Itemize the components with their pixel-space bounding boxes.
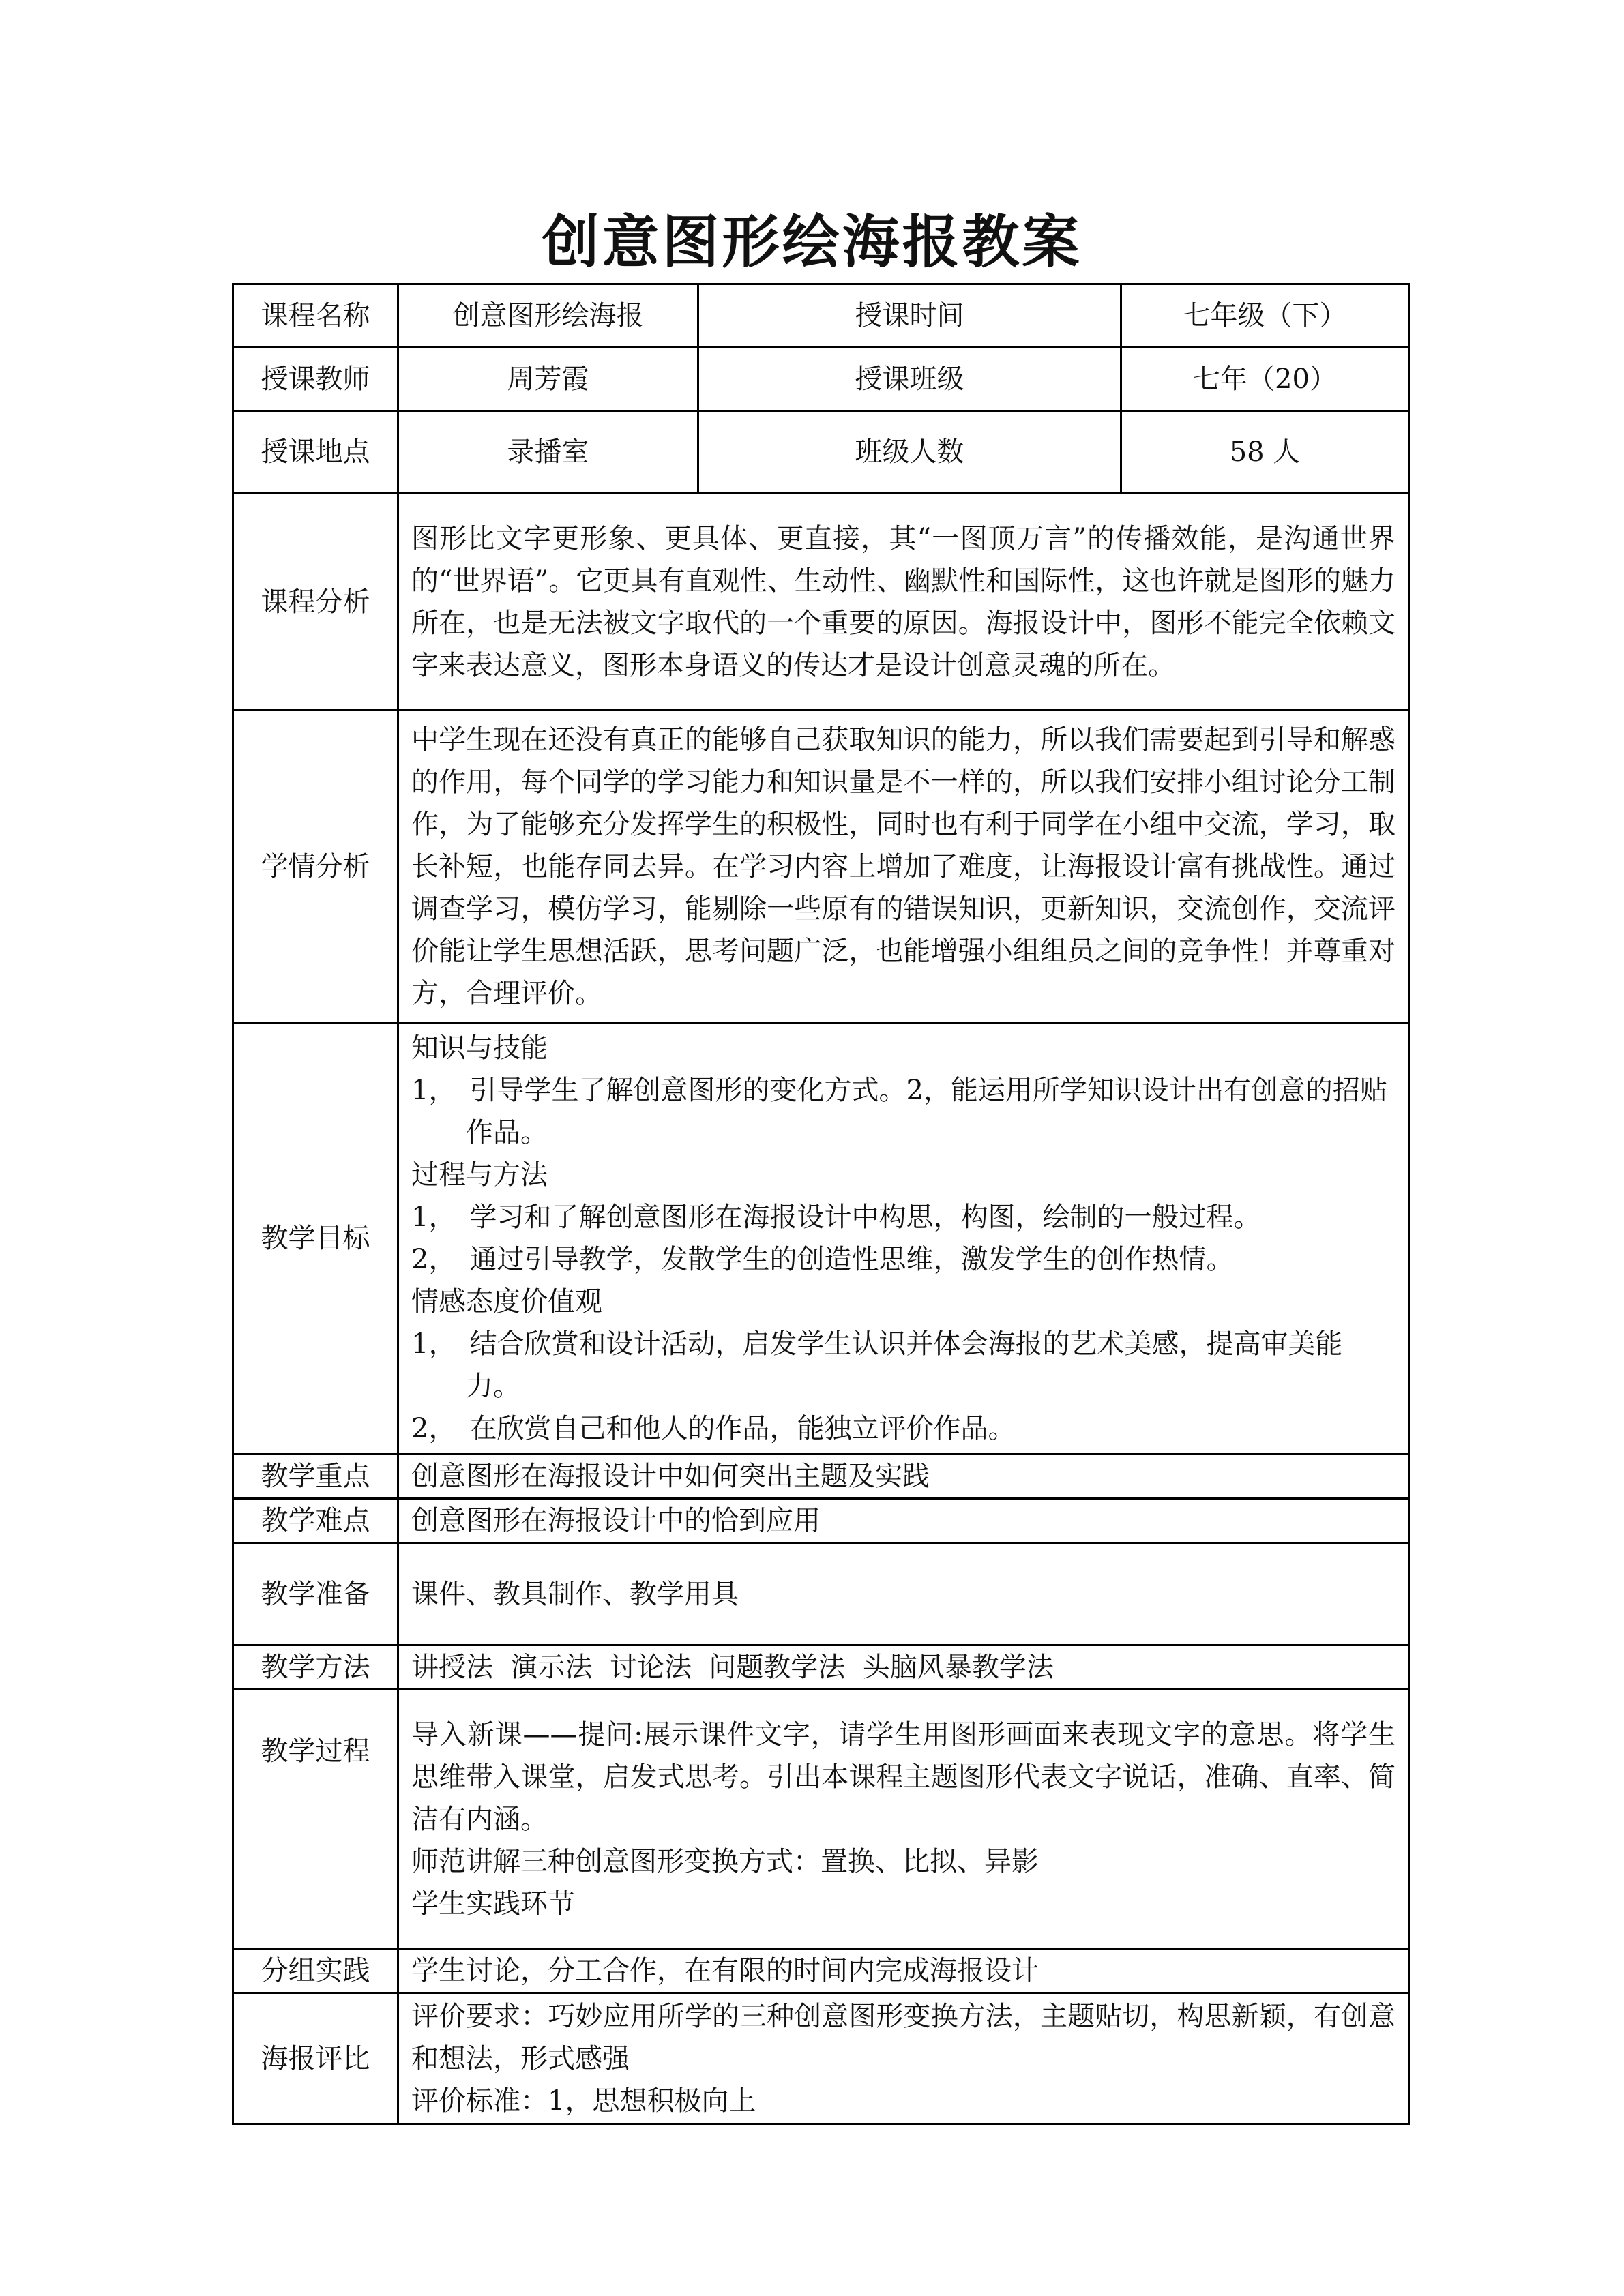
label-student-analysis: 学情分析: [233, 711, 398, 1023]
table-row: [233, 494, 1409, 711]
goals-heading-attitude: 情感态度价值观: [411, 1286, 602, 1317]
label-group-practice: 分组实践: [233, 1949, 398, 1993]
label-course-name: 课程名称: [233, 284, 398, 348]
table-row: [233, 411, 1409, 494]
value-teacher: 周芳霞: [398, 348, 698, 411]
table-row: [233, 1023, 1409, 1455]
label-class-time: 授课时间: [698, 284, 1121, 348]
goals-process-item-1: 1， 学习和了解创意图形在海报设计中构思，构图，绘制的一般过程。: [411, 1202, 1261, 1233]
lesson-plan-table: [232, 283, 1410, 2125]
poster-review-criteria: 评价标准：1，思想积极向上: [411, 2085, 756, 2117]
difficulty-text: 创意图形在海报设计中的恰到应用: [398, 1499, 1409, 1543]
process-intro: 导入新课——提问:展示课件文字，请学生用图形画面来表现文字的意思。将学生思维带入课堂，启发式思考。引出本课程主题图形代表文字说话，准确、直率、简洁有内涵。: [411, 1718, 1396, 1835]
document-title: 创意图形绘海报教案: [542, 208, 1082, 275]
label-location: 授课地点: [233, 411, 398, 494]
label-poster-review: 海报评比: [233, 1993, 398, 2124]
goals-heading-knowledge: 知识与技能: [411, 1032, 548, 1064]
process-demo: 师范讲解三种创意图形变换方式：置换、比拟、异影: [411, 1845, 1039, 1877]
goals-process-item-2: 2， 通过引导教学，发散学生的创造性思维，激发学生的创作热情。: [411, 1244, 1234, 1275]
key-point-text: 创意图形在海报设计中如何突出主题及实践: [398, 1455, 1409, 1499]
table-row: [233, 348, 1409, 411]
student-analysis-text: 中学生现在还没有真正的能够自己获取知识的能力，所以我们需要起到引导和解惑的作用，每个同学的学习能力和知识量是不一样的，所以我们安排小组讨论分工制作，为了能够充分发挥学生的积极性，同时也有利于同学在小组中交流，学习，取长补短，也能存同去异。在学习内容上增加了难度，让海报设计富有挑战性。通过调查学习，模仿学习，能剔除一些原有的错误知识，更新知识，交流创作，交流评价能让学生思想活跃，思考问题广泛，也能增强小组组员之间的竞争性！并尊重对方，合理评价。: [398, 711, 1409, 1023]
table-row: [233, 1645, 1409, 1690]
process-content: [398, 1690, 1409, 1949]
value-class-time: 七年级（下）: [1121, 284, 1409, 348]
preparation-text: 课件、教具制作、教学用具: [398, 1543, 1409, 1645]
value-class: 七年（20）: [1121, 348, 1409, 411]
table-row: [233, 1543, 1409, 1645]
table-row: [233, 1499, 1409, 1543]
table-row: [233, 1455, 1409, 1499]
value-location: 录播室: [398, 411, 698, 494]
label-methods: 教学方法: [233, 1645, 398, 1690]
table-row: [233, 711, 1409, 1023]
table-row: [233, 284, 1409, 348]
poster-review-requirements: 评价要求：巧妙应用所学的三种创意图形变换方法，主题贴切，构思新颖，有创意和想法，形式感强: [411, 2000, 1396, 2074]
label-course-analysis: 课程分析: [233, 494, 398, 711]
group-practice-text: 学生讨论，分工合作，在有限的时间内完成海报设计: [398, 1949, 1409, 1993]
teaching-goals-content: [398, 1023, 1409, 1455]
table-row: [233, 1690, 1409, 1949]
value-student-count: 58 人: [1121, 411, 1409, 494]
label-key-point: 教学重点: [233, 1455, 398, 1499]
goals-attitude-item-2: 2， 在欣赏自己和他人的作品，能独立评价作品。: [411, 1413, 1016, 1444]
goals-heading-process: 过程与方法: [411, 1159, 548, 1191]
table-row: [233, 1993, 1409, 2124]
label-teaching-goals: 教学目标: [233, 1023, 398, 1455]
label-student-count: 班级人数: [698, 411, 1121, 494]
goals-knowledge-item: 1， 引导学生了解创意图形的变化方式。2，能运用所学知识设计出有创意的招贴作品。: [411, 1075, 1387, 1148]
process-practice: 学生实践环节: [411, 1888, 575, 1920]
label-teacher: 授课教师: [233, 348, 398, 411]
table-row: [233, 1949, 1409, 1993]
goals-attitude-item-1: 1， 结合欣赏和设计活动，启发学生认识并体会海报的艺术美感，提高审美能力。: [411, 1328, 1343, 1402]
value-course-name: 创意图形绘海报: [398, 284, 698, 348]
label-class: 授课班级: [698, 348, 1121, 411]
label-preparation: 教学准备: [233, 1543, 398, 1645]
label-difficulty: 教学难点: [233, 1499, 398, 1543]
methods-text: 讲授法 演示法 讨论法 问题教学法 头脑风暴教学法: [398, 1645, 1409, 1690]
course-analysis-text: 图形比文字更形象、更具体、更直接，其“一图顶万言”的传播效能，是沟通世界的“世界语”。它更具有直观性、生动性、幽默性和国际性，这也许就是图形的魅力所在，也是无法被文字取代的一个重要的原因。海报设计中，图形不能完全依赖文字来表达意义，图形本身语义的传达才是设计创意灵魂的所在。: [398, 494, 1409, 711]
label-process: 教学过程: [233, 1690, 398, 1949]
poster-review-content: [398, 1993, 1409, 2124]
